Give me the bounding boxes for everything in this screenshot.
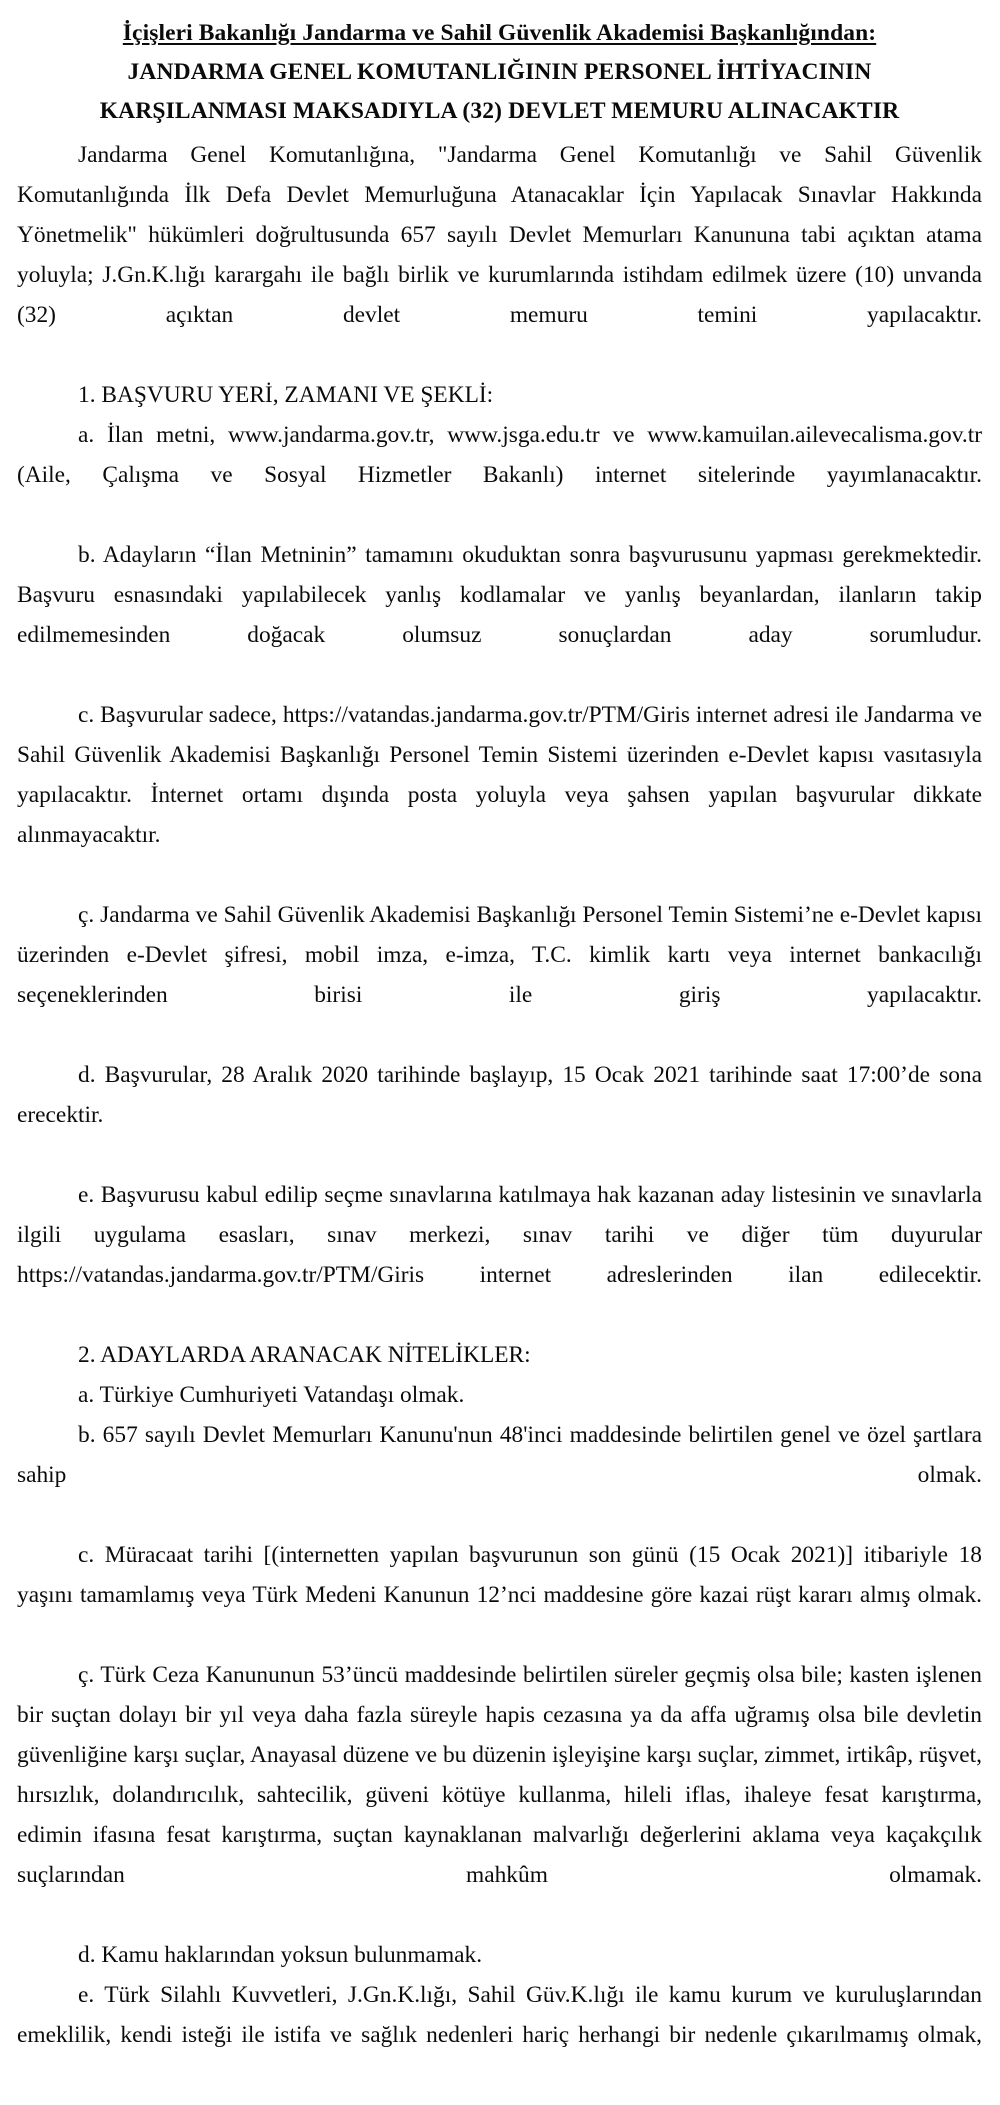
section-1-item-a: a. İlan metni, www.jandarma.gov.tr, www.jsga.edu.tr ve www.kamuilan.ailevecalisma.gov.tr (Aile, Çalışma ve Sosyal Hizmetler Bakanlı) internet sitelerinde yayımlanacaktır.: [17, 422, 982, 488]
section-2-item-a: a. Türkiye Cumhuriyeti Vatandaşı olmak.: [78, 1382, 465, 1408]
section-1-title: 1. BAŞVURU YERİ, ZAMANI VE ŞEKLİ:: [78, 382, 494, 408]
section-2-item-d: d. Kamu haklarından yoksun bulunmamak.: [78, 1942, 483, 1968]
section-1-item-c: c. Başvurular sadece, https://vatandas.jandarma.gov.tr/PTM/Giris internet adresi ile Jandarma ve Sahil Güvenlik Akademisi Başkanlığı Personel Temin Sistemi üzerinden e-Devlet kapısı vasıtasıyla yapılacaktır. İnternet ortamı dışında posta yoluyla veya şahsen yapılan başvurular dikkate alınmayacaktır.: [17, 702, 982, 848]
intro-paragraph: Jandarma Genel Komutanlığına, "Jandarma Genel Komutanlığı ve Sahil Güvenlik Komutanlığında İlk Defa Devlet Memurluğuna Atanacaklar İçin Yapılacak Sınavlar Hakkında Yönetmelik" hükümleri doğrultusunda 657 sayılı Devlet Memurları Kanununa tabi açıktan atama yoluyla; J.Gn.K.lığı karargahı ile bağlı birlik ve kurumlarında istihdam edilmek üzere (10) unvanda (32) açıktan devlet memuru temini yapılacaktır.: [17, 142, 982, 328]
document-heading: [17, 14, 982, 131]
section-2-item-c: c. Müracaat tarihi [(internetten yapılan başvurunun son günü (15 Ocak 2021)] itibariyle 18 yaşını tamamlamış veya Türk Medeni Kanunun 12’nci maddesine göre kazai rüşt kararı almış olmak.: [17, 1542, 982, 1608]
section-1-item-d: d. Başvurular, 28 Aralık 2020 tarihinde başlayıp, 15 Ocak 2021 tarihinde saat 17:00’de sona erecektir.: [17, 1062, 982, 1128]
section-1-item-c-cedilla: ç. Jandarma ve Sahil Güvenlik Akademisi Başkanlığı Personel Temin Sistemi’ne e-Devlet kapısı üzerinden e-Devlet şifresi, mobil imza, e-imza, T.C. kimlik kartı veya internet bankacılığı seçeneklerinden birisi ile giriş yapılacaktır.: [17, 902, 982, 1008]
section-2-title: 2. ADAYLARDA ARANACAK NİTELİKLER:: [78, 1342, 531, 1368]
heading-line-authority: İçişleri Bakanlığı Jandarma ve Sahil Güvenlik Akademisi Başkanlığından:: [122, 20, 877, 46]
section-2-item-b: b. 657 sayılı Devlet Memurları Kanunu'nun 48'inci maddesinde belirtilen genel ve özel şartlara sahip olmak.: [17, 1422, 982, 1488]
heading-line-title-part2: KARŞILANMASI MAKSADIYLA (32) DEVLET MEMURU ALINACAKTIR: [99, 98, 900, 124]
section-1-item-e: e. Başvurusu kabul edilip seçme sınavlarına katılmaya hak kazanan aday listesinin ve sınavlarla ilgili uygulama esasları, sınav merkezi, sınav tarihi ve diğer tüm duyurular https://vatandas.jandarma.gov.tr/PTM/Giris internet adreslerinden ilan edilecektir.: [17, 1182, 982, 1288]
heading-line-title-part1: JANDARMA GENEL KOMUTANLIĞININ PERSONEL İHTİYACININ: [127, 59, 872, 85]
section-2-item-e: e. Türk Silahlı Kuvvetleri, J.Gn.K.lığı, Sahil Güv.K.lığı ile kamu kurum ve kuruluşlarından emeklilik, kendi isteği ile istifa ve sağlık nedenleri hariç herhangi bir nedenle çıkarılmamış olmak,: [17, 1982, 982, 2048]
section-2-item-c-cedilla: ç. Türk Ceza Kanununun 53’üncü maddesinde belirtilen süreler geçmiş olsa bile; kasten işlenen bir suçtan dolayı bir yıl veya daha fazla süreyle hapis cezasına ya da affa uğramış olsa bile devletin güvenliğine karşı suçlar, Anayasal düzene ve bu düzenin işleyişine karşı suçlar, zimmet, irtikâp, rüşvet, hırsızlık, dolandırıcılık, sahtecilik, güveni kötüye kullanma, hileli iflas, ihaleye fesat karıştırma, edimin ifasına fesat karıştırma, suçtan kaynaklanan malvarlığı değerlerini aklama veya kaçakçılık suçlarından mahkûm olmamak.: [17, 1662, 982, 1888]
section-1-item-b: b. Adayların “İlan Metninin” tamamını okuduktan sonra başvurusunu yapması gerekmektedir. Başvuru esnasındaki yapılabilecek yanlış kodlamalar ve yanlış beyanlardan, ilanların takip edilmemesinden doğacak olumsuz sonuçlardan aday sorumludur.: [17, 542, 982, 648]
